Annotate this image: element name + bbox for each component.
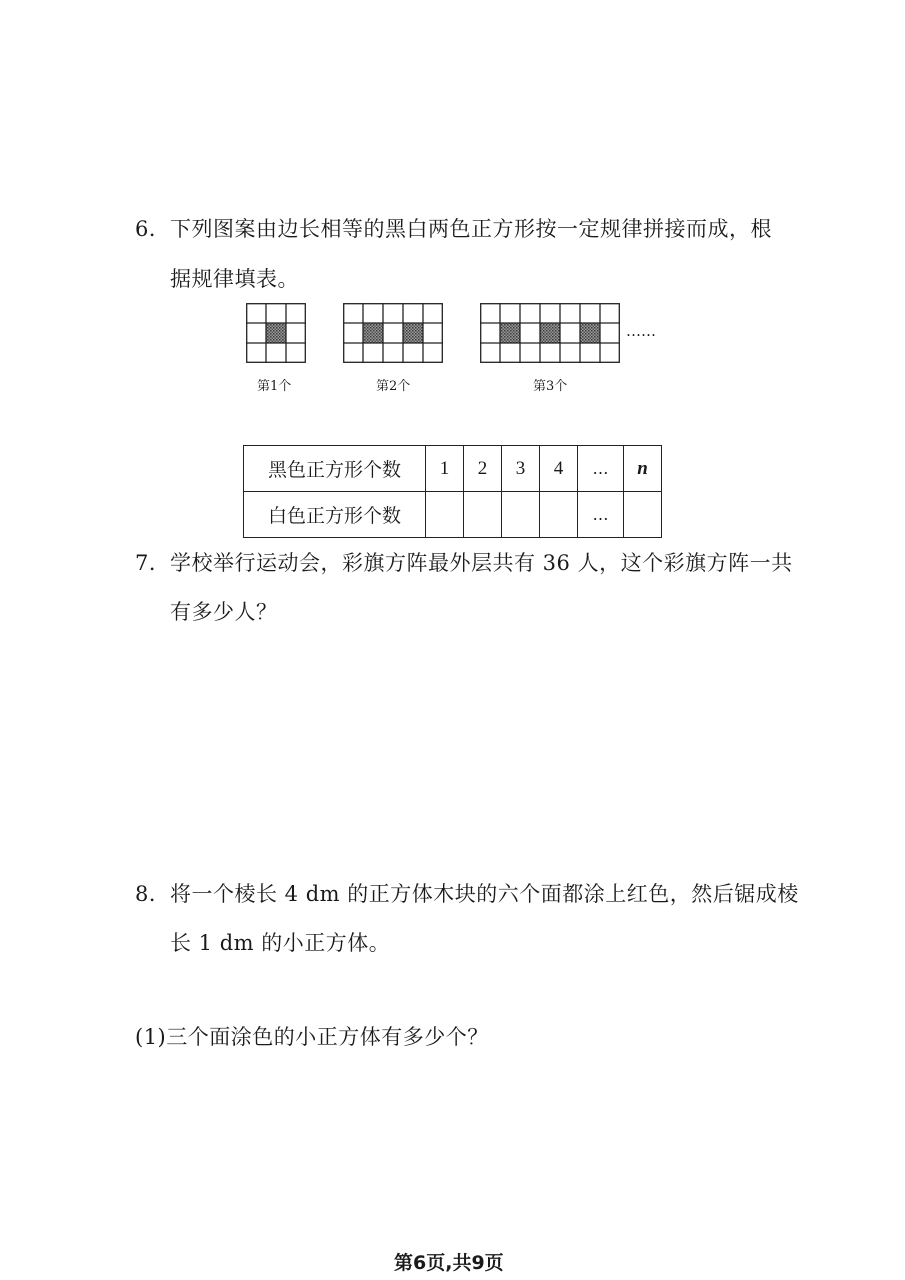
q7-text-line2: 有多少人？ [170,600,278,624]
table-row [244,492,662,538]
table-cell: 4 [540,446,578,492]
pattern-continuation: …… [626,322,656,340]
q8-text-line2: 长 1 dm 的小正方体。 [170,931,391,955]
table-cell-ellipsis: … [578,492,624,538]
caption-figure-2: 第2个 [376,379,411,394]
black-square [580,323,600,343]
table-cell: 2 [464,446,502,492]
q8-text-line1: 将一个棱长 4 dm 的正方体木块的六个面都涂上红色，然后锯成棱 [170,882,799,906]
pattern-3-grid [480,303,620,363]
black-square [266,323,286,343]
q7-number: 7． [135,551,171,575]
q7-text-line1: 学校举行运动会，彩旗方阵最外层共有 36 人，这个彩旗方阵一共 [170,551,793,575]
table-cell-n: n [624,446,662,492]
caption-figure-1: 第1个 [257,379,292,394]
pattern-figure-1 [246,303,306,363]
q6-text-line1: 下列图案由边长相等的黑白两色正方形按一定规律拼接而成，根 [170,217,772,241]
row-header-black: 黑色正方形个数 [244,446,426,492]
caption-figure-3: 第3个 [533,379,568,394]
answer-table [243,445,662,538]
answer-cell[interactable] [502,492,540,538]
pattern-2-grid [343,303,443,363]
page-number: 第6页,共9页 [394,1252,504,1274]
table-row [244,446,662,492]
q6-number: 6． [135,217,171,241]
black-square [500,323,520,343]
pattern-figure-2 [343,303,443,363]
answer-cell[interactable] [540,492,578,538]
answer-cell[interactable] [464,492,502,538]
table-cell-ellipsis: … [578,446,624,492]
table-cell: 1 [426,446,464,492]
answer-cell[interactable] [624,492,662,538]
black-square [403,323,423,343]
black-square [540,323,560,343]
answer-cell[interactable] [426,492,464,538]
q8-sub-question-1: (1)三个面涂色的小正方体有多少个？ [135,1025,489,1049]
q8-number: 8． [135,882,171,906]
row-header-white: 白色正方形个数 [244,492,426,538]
pattern-figure-3 [480,303,620,363]
pattern-1-grid [246,303,306,363]
table-cell: 3 [502,446,540,492]
q6-text-line2: 据规律填表。 [170,267,299,291]
black-square [363,323,383,343]
